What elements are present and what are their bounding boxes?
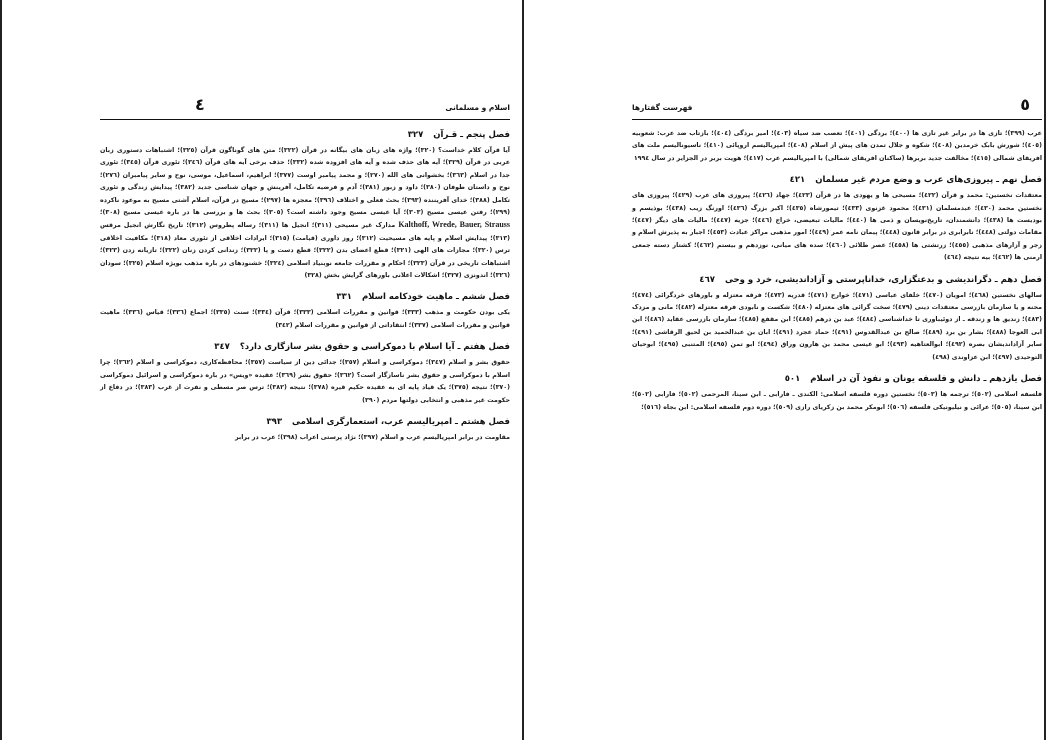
chapter-contents: سالهای نخستین (٤٦٨)؛ امویان (٤٧٠)؛ خلفای عباسی (٤٧١)؛ خوارج (٤٧١)؛ قدریه (٤٧٣)؛ فرقه معتزله و باورهای خردگرائی (٤٧٤)؛ محنه و یا سازمان بازرسی معتقدات دینی (٤٧٩)؛ سخت گرائی های معتزله (٤٨٠)؛ شکست و نابودی فرقه معتزله (٤٨٢)؛ مانی و مزدک (٤٨٣)؛ زندیق ها و زندقه ـ از دوئیباوری تا خداشناسی (٤٨٤)؛ عبد بن درهم (٤٨٥)؛ ابن مقفع (٤٨٥)؛ سازمان بازرسی عقاید (٤٨٦)؛ ابن ابی العوجا (٤٨٨)؛ بشار بن برد (٤٨٩)؛ صالح بن عبدالقدوس (٤٩١)؛ حماد عجرد (٤٩١)؛ ابان بن عبدالحمید بن لحیق الرقاشی (٤٩١)؛ سایر آزاداندیشان بصره (٤٩٢)؛ ابوالعتاهیه (٤٩٣)؛ ابو عیسی محمد بن هارون وراق (٤٩٤)؛ ابو تمن (٤٩٥)؛ المتنبی (٤٩٥)؛ ابوحیان التوحیدی (٤٩٧)؛ ابن عزاوندی (٤٩٨) [632,291,1043,361]
running-title: اسلام و مسلمانی [445,103,510,112]
chapter-title: فصل پنجم ـ قـرآن [433,130,510,140]
chapter-page: ٣٢٧ [407,130,424,140]
chapter-heading [100,341,510,353]
chapter-title: فصل یازدهم ـ دانش و فلسفه یونان و نفوذ آن در اسلام [810,374,1042,385]
chapter-heading [100,416,510,428]
contents-text: مدارک غیر مسیحی (٣١١)؛ انجیل ها (٣١١)؛ رساله پطروس (٣١٢)؛ تاریخ نگارش انجیل مرقس (٣١٣)؛ پیدایش اسلام و پایه های مسیحیت (٣١٢)؛ روز داوری (قیامت) (٣١٥)؛ ایرادات اخلاقی از تئوری معاد (٣١٨)؛ مکافیت اخلاقی ترس (٣٢٠)؛ مجازات های الهی (٣٢١)؛ قطع اعضای بدن (٣٢٢)؛ قطع دست و پا (٣٢٢)؛ زندانی کردن زنان (٣٢٢)؛ تازیانه زدن (٣٢٣)؛ اشتباهات تاریخی در قرآن (٣٢٣)؛ احکام و مقررات جامعه نوبنیاد اسلامی (٣٢٤)؛ خشنودهای در باره مذهب بویژه اسلام (٣٢٥)؛ سودان (٣٢٦)؛ اندونزی (٣٢٧)؛ اشکالات اعلانی باورهای گرایش بخش (٣٢٨) [100,222,511,280]
right-page [632,97,1042,414]
contents-text: آیا قرآن کلام خداست؟ (٣٢٠)؛ واژه های زبان های بیگانه در قرآن (٣٢٢)؛ متن های گوناگون قرآن (٣٢٥)؛ اشتباهات دستوری زبان عربی در قرآن (٣٢٩)؛ آیه های حذف شده و آیه های افزوده شده (٣٣٢)؛ حذف برخی آیه های قرآن (٣٤٦)؛ تئوری قرآن (٣٤٥)؛ تئوری جدا در اسلام (٣٦٣)؛ بخشوانی های الله (٢٧٠)؛ و محمد پیامبر اوست (٣٧٧)؛ ابراهیم، اسماعیل، موسی، نوح و سایر پیامبران (٢٧٦)؛ نوح و داستان طوفان (٣٨٠)؛ داود و زبور (٣٨١)؛ آدم و فرضیه تکامل، آفرینش و جهان شناسی جدید (٣٨٢)؛ پیدایش زندگی و تئوری تکامل (٣٨٨)؛ خدای آفریننده (٣٩٣)؛ بحث فعلی و اختلاف (٣٩٦)؛ معجزه ها (٢٩٧)؛ مسیح در قرآن، اسلام آشتی مسیح به موعود ناکرده (٢٩٩)؛ رفتن عیسی مسیح (٣٠٣)؛ آیا عیسی مسیح وجود داشته است؟ (٣٠٥)؛ بحث ها و بررسی ها در باره عیسی مسیح (٣٠٨)؛ [100,147,511,217]
chapter-contents: مقاومت در برابر امپریالیسم عرب و اسلام (٣٩٧)؛ نژاد پرستی اعراب (٣٩٨)؛ عرب در برابر [234,433,510,441]
chapter-title: فصل هشتم ـ امپریالیسم عرب، استعمارگری اسلامی [292,416,510,427]
latin-names: Kalthoff, Wrede, Bauer, Strauss [398,220,511,230]
chapter-page: ٣٣١ [336,292,352,303]
left-page-header [100,97,510,120]
chapter-title: فصل هفتم ـ آیا اسلام با دموکراسی و حقوق بشر سازگاری دارد؟ [239,342,510,353]
chapter-heading [632,174,1042,186]
chapter-page: ٣٩٣ [266,416,283,427]
chapter-title: فصل نهم ـ پیروزی‌های عرب و وضع مردم غیر مسلمان [815,175,1042,186]
chapter-title: فصل دهم ـ دگراندیشی و بدعتگزاری، خداناپرستی و آزاداندیشی، خرد و وحی [724,274,1042,285]
chapter-contents: یکی بودن حکومت و مذهب (٣٣٣)؛ قوانین و مقررات اسلامی (٣٣٣)؛ قرآن (٣٣٤)؛ سنت (٣٣٥)؛ اجماع (٣٣٦)؛ قیاس (٣٣٦)؛ ماهیت قوانین و مقررات اسلامی (٣٣٧)؛ انتقاداتی از قوانین و مقررات اسلام (٣٤٢) [100,309,511,329]
section [632,274,1042,364]
chapter-page: ٤٦٧ [699,274,715,285]
section [100,129,510,282]
chapter-page: ٤٢١ [789,175,806,186]
chapter-title: فصل ششم ـ ماهیت خودکامه اسلام [361,292,510,303]
chapter-heading [100,291,510,303]
page-number: ٥ [1020,95,1030,114]
section [632,174,1042,264]
chapter-page: ٥٠١ [784,374,801,385]
chapter-heading [632,274,1042,286]
left-page [100,97,510,444]
chapter-contents: حقوق بشر و اسلام (٣٤٧)؛ دموکراسی و اسلام (٣٥٧)؛ جدائی دین از سیاست (٣٥٧)؛ محافظه‌کاری، دموکراسی و اسلام (٣٦٢)؛ چرا اسلام با دموکراسی و حقوق بشر ناسازگار است؟ (٣٦٢)؛ حقوق بشر (٣٦٩)؛ عقیده «ویس» در باره دموکراسی و اسرائیل دموکراسی (٣٧٠)؛ نتیجه (٣٧٥)؛ یک قیاد پایه ای به عقیده حکیم قیره (٣٧٨)؛ نتیجه (٣٨٢)؛ ترس صر مسطی و نفرت از غرب (٣٨٣)؛ در دفاع از حکومت غیر مذهبی و انتخابی دولتها مردم (٣٩٠) [100,359,511,404]
right-page-header [632,97,1042,120]
chapter-heading [100,129,510,141]
section [632,373,1042,414]
chapter-page: ٣٤٧ [214,342,230,353]
section [100,341,510,407]
page-number: ٤ [195,95,205,114]
running-title: فهرست گفتارها [632,103,693,112]
chapter-heading [632,373,1042,385]
chapter-contents [100,145,510,282]
continued-contents: عرب (٣٩٩)؛ تازی ها در برابر غیر تازی ها (٤٠٠)؛ بردگی (٤٠١)؛ تعصب ضد سیاه (٤٠٣)؛ امیر بردگی (٤٠٤)؛ بازتاب ضد عرب: شعوبیه (٤٠٥)؛ شورش بابک خرمدین (٤٠٨)؛ شکوه و جلال تمدن های پیش از اسلام (٤٠٨)؛ امپریالیسم اروپائی (٤١٠)؛ ناسیونالیسم ملت های افریقای شمالی (٤١٥)؛ مخالفت جدید بربرها (ساکنان افریقای شمالی) با امپریالیسم عرب (٤١٧)؛ هویت بربر در الجزایر در سال ١٩٩٤ [632,130,1042,162]
section [100,416,510,444]
page-gutter [522,0,524,740]
section [100,291,510,332]
chapter-contents: فلسفه اسلامی (٥٠٢)؛ ترجمه ها (٥٠٣)؛ نخستین دوره فلسفه اسلامی: الکندی ـ فارابی ـ ابن سینا، المرحمی (٥٠٢)؛ فارابی (٥٠٢)؛ ابن سینا، (٥٠٥)؛ عرائی و نیلیونیکی فلسفه (٥٠٦)؛ ابومکر محمد بن زکریای رازی (٥٠٩)؛ دوره دوم فلسفه اسلامی: ابن بجاه (٥١٦)؛ [632,391,1042,411]
chapter-contents: معتقدات نخستین: محمد و قرآن (٤٢٢)؛ مسیحی ها و یهودی ها در قرآن (٤٢٣)؛ جهاد (٤٢٦)؛ پیروزی های عرب (٤٢٩)؛ پیروزی های نخستین محمد (٤٣٠)؛ عبدمسلمان (٤٣١)؛ محمود غزنوی (٤٣٣)؛ تیمورشاه (٤٣٥)؛ اکبر بزرگ (٤٣٦)؛ اورنگ زیب (٤٣٨)؛ بوذیسم و بودیست ها (٤٣٨)؛ دانشمندان، تاریخ‌نویسان و ذمی ها (٤٤٠)؛ مالیات تبعیضی، خراج (٤٤٦)؛ جزیه (٤٤٧)؛ مالیات های دیگر (٤٤٧)؛ مقامات دولتی (٤٤٨)؛ نابرابری در برابر قانون (٤٤٨)؛ پیمان نامه عمر (٤٤٩)؛ امور مذهبی مراکز عبادت (٤٥٣)؛ اجبار به پذیرش اسلام و زجر و آزارهای مذهبی (٤٥٥)؛ زرتشتی ها (٤٥٨)؛ عصر طلائی (٤٦٠)؛ سده های میانی، نوزدهم و بیستم (٤٦٢)؛ کشتار دسته جمعی ارمنی ها (٤٦٢)؛ بیه نتیجه (٤٦٤) [632,192,1043,262]
